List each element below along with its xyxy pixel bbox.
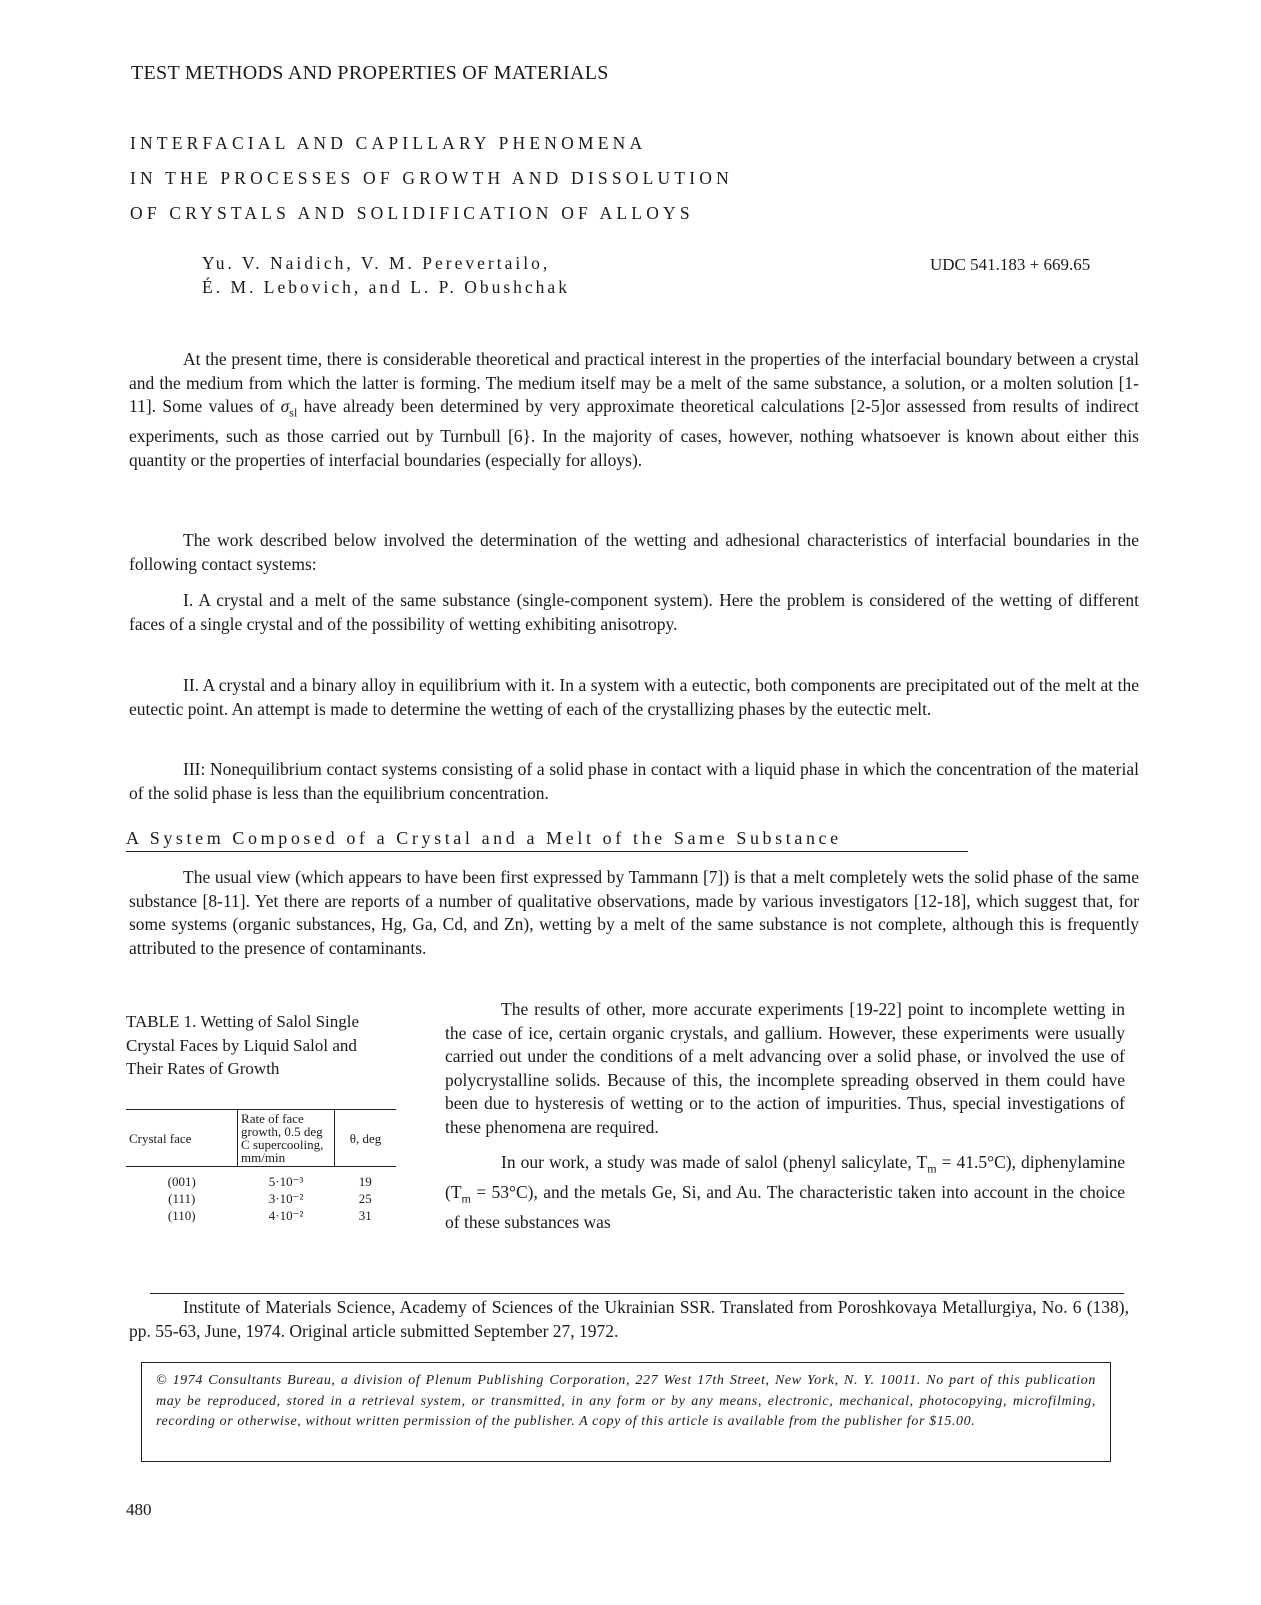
- tm-subscript-2: m: [461, 1191, 471, 1206]
- table-cell: (111): [168, 1191, 196, 1206]
- article-title-line-3: OF CRYSTALS AND SOLIDIFICATION OF ALLOYS: [130, 203, 694, 223]
- system-ii-text: II. A crystal and a binary alloy in equilibrium with it. In a system with a eutectic, both components are precipitated out of the melt at the eutectic point. An attempt is made to determine the wetting of each of the crystallizing phases by the eutectic melt.: [129, 675, 1139, 719]
- system-iii-paragraph: [129, 758, 1139, 805]
- table-1-caption: TABLE 1. Wetting of Salol Single Crystal Faces by Liquid Salol and Their Rates of Growth: [126, 1012, 360, 1078]
- copyright-text: © 1974 Consultants Bureau, a division of Plenum Publishing Corporation, 227 West 17th Street, New York, N. Y. 10011. No part of this publication may be reproduced, stored in a retrieval system, or transmitted, in any form or by any means, electronic, mechanical, photocopying, microfilming, recording or otherwise, without written permission of the publisher. A copy of this article is available from the publisher for $15.00.: [156, 1373, 1096, 1429]
- table-cell: (110): [167, 1208, 196, 1223]
- table-cell: 4·10⁻²: [268, 1208, 304, 1223]
- journal-section-header: TEST METHODS AND PROPERTIES OF MATERIALS: [131, 62, 609, 84]
- table-cell: 31: [358, 1208, 372, 1223]
- section-paragraph-1: [129, 866, 1139, 960]
- table-row: [126, 1167, 396, 1191]
- table-1: [126, 1109, 396, 1224]
- table-row: [126, 1190, 396, 1207]
- authors-line-2: É. M. Lebovich, and L. P. Obushchak: [202, 277, 570, 297]
- udc-code: UDC 541.183 + 669.65: [930, 255, 1091, 274]
- footnote-divider: [150, 1293, 1124, 1294]
- copyright-box: [141, 1362, 1111, 1462]
- table-header-row: [126, 1110, 396, 1167]
- right-col-p2: [445, 1151, 1125, 1235]
- system-ii-paragraph: [129, 674, 1139, 721]
- table-cell: (001): [167, 1174, 196, 1189]
- right-p2-text-c: = 53°C), and the metals Ge, Si, and Au. The characteristic taken into account in the choice of these substances was: [445, 1182, 1125, 1232]
- system-iii-text: III: Nonequilibrium contact systems consisting of a solid phase in contact with a liquid phase in which the concentration of the material of the solid phase is less than the equilibrium concentration.: [129, 759, 1139, 803]
- table-cell: 5·10⁻³: [268, 1174, 304, 1189]
- affiliation-text: Institute of Materials Science, Academy of Sciences of the Ukrainian SSR. Translated from Poroshkovaya Metallurgiya, No. 6 (138), pp. 55-63, June, 1974. Original article submitted September 27, 1972.: [129, 1297, 1129, 1341]
- system-i-paragraph: [129, 589, 1139, 636]
- right-col-p1: The results of other, more accurate experiments [19-22] point to incomplete wetting in the case of ice, certain organic crystals, and gallium. However, these experiments were usually carried out under the conditions of a melt advancing over a solid phase, or involved the use of polycrystalline solids. Because of this, the incomplete spreading observed in them could have been due to hysteresis of wetting or to the action of impurities. Thus, special investigations of these phenomena are required.: [445, 999, 1125, 1137]
- intro-p1-text-b: have already been determined by very approximate theoretical calculations [2-5]or assessed from results of indirect experiments, such as those carried out by Turnbull [6}. In the majority of cases, however, nothing whatsoever is known about either this quantity or the properties of interfacial boundaries (especially for alloys).: [129, 396, 1139, 470]
- sigma-symbol: σ: [280, 396, 290, 416]
- article-title-line-2: IN THE PROCESSES OF GROWTH AND DISSOLUTION: [130, 168, 733, 188]
- sigma-subscript: sl: [289, 405, 298, 420]
- right-p2-text-b: = 41.5°C), diphenylamine (T: [445, 1152, 1125, 1202]
- system-i-text: I. A crystal and a melt of the same substance (single-component system). Here the problem is considered of the wetting of different faces of a single crystal and of the possibility of wetting exhibiting anisotropy.: [129, 590, 1139, 634]
- intro-p2-text: The work described below involved the determination of the wetting and adhesional characteristics of interfacial boundaries in the following contact systems:: [129, 530, 1139, 574]
- section-heading: A System Composed of a Crystal and a Melt of the Same Substance: [126, 828, 968, 852]
- table-cell: 3·10⁻²: [268, 1191, 304, 1206]
- page-number: 480: [126, 1500, 152, 1519]
- intro-paragraph-2: [129, 529, 1139, 576]
- col-header-growth-rate: Rate of face growth, 0.5 deg C supercooling, mm/min: [238, 1110, 335, 1167]
- authors-line-1: Yu. V. Naidich, V. M. Perevertailo,: [202, 253, 551, 273]
- right-column-text: [445, 998, 1125, 1235]
- intro-p1-text-a: At the present time, there is considerable theoretical and practical interest in the properties of the interfacial boundary between a crystal and the medium from which the latter is forming. The medium itself may be a melt of the same substance, a solution, or a molten solution [1-11]. Some values of: [129, 349, 1139, 416]
- affiliation-footnote: [129, 1296, 1129, 1343]
- article-title-line-1: INTERFACIAL AND CAPILLARY PHENOMENA: [130, 133, 647, 153]
- col-header-theta: θ, deg: [335, 1110, 396, 1167]
- tm-subscript-1: m: [927, 1161, 937, 1176]
- table-cell: 19: [358, 1174, 372, 1189]
- right-p2-text-a: In our work, a study was made of salol (phenyl salicylate, T: [501, 1152, 928, 1172]
- table-row: [126, 1207, 396, 1224]
- intro-paragraph-1: [129, 348, 1139, 472]
- section-p1-text: The usual view (which appears to have been first expressed by Tammann [7]) is that a melt completely wets the solid phase of the same substance [8-11]. Yet there are reports of a number of qualitative observations, made by various investigators [12-18], which suggest that, for some systems (organic substances, Hg, Ga, Cd, and Zn), wetting by a melt of the same substance is not complete, although this is frequently attributed to the presence of contaminants.: [129, 867, 1139, 958]
- col-header-crystal-face: Crystal face: [126, 1110, 238, 1167]
- table-cell: 25: [358, 1191, 372, 1206]
